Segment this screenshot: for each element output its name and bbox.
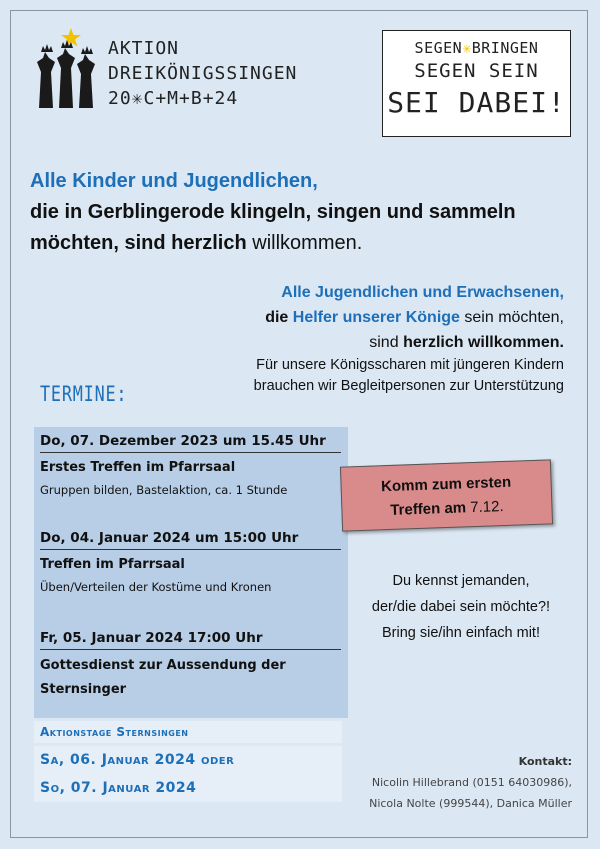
termin-3 (40, 630, 341, 702)
aktionstage-day-2: So, 07. Januar 2024 (40, 780, 197, 796)
adults-line-1: Alle Jugendlichen und Erwachsenen, (281, 284, 564, 301)
termin-title: Treffen im Pfarrsaal (40, 557, 185, 572)
friend-line-2: der/die dabei sein möchte?! (371, 599, 551, 615)
logo-line-year-blessing: 20✳C+M+B+24 (108, 88, 239, 109)
termin-date: Fr, 05. Januar 2024 17:00 Uhr (40, 630, 341, 650)
contact-line-1: Nicolin Hillebrand (0151 64030986), (371, 776, 572, 789)
intro-line-3 (30, 228, 575, 259)
callout-line-1: Komm zum ersten (380, 473, 512, 496)
friend-line-1: Du kennst jemanden, (392, 573, 530, 589)
intro-line-3-normal: willkommen. (252, 232, 363, 254)
adults-text (160, 280, 564, 397)
contact-line-2: Nicola Nolte (999544), Danica Müller (369, 797, 572, 810)
three-kings-logo-icon (35, 28, 105, 110)
termine-heading: TERMINE: (40, 382, 128, 406)
segen-badge (382, 30, 571, 137)
logo-line-aktion: AKTION (108, 38, 180, 59)
termine-panel (34, 427, 348, 718)
contact-block (340, 751, 572, 814)
termin-date: Do, 07. Dezember 2023 um 15.45 Uhr (40, 433, 341, 453)
star-icon: ✳ (462, 39, 472, 57)
friend-line-3: Bring sie/ihn einfach mit! (382, 625, 540, 641)
adults-line-4: Für unsere Königsscharen mit jüngeren Kindern (256, 357, 564, 373)
bring-friend-text (345, 568, 577, 646)
adults-line-5: brauchen wir Begleitpersonen zur Unterstützung (253, 378, 564, 394)
termin-sub: Üben/Verteilen der Kostüme und Kronen (40, 580, 272, 594)
callout-line-2-date: 7.12. (469, 498, 504, 517)
adults-line-2-a: die (265, 309, 289, 326)
adults-line-3-b: herzlich willkommen. (403, 334, 564, 351)
badge-line-2: SEGEN SEIN (414, 60, 539, 82)
adults-line-2 (160, 305, 564, 330)
logo-line-dreikoenigssingen: DREIKÖNIGSSINGEN (108, 63, 298, 84)
adults-line-3 (160, 330, 564, 355)
adults-line-2-b: Helfer unserer Könige (292, 309, 460, 326)
intro-text (30, 166, 575, 259)
badge-line-1 (383, 39, 570, 57)
intro-line-2: die in Gerblingerode klingeln, singen und sammeln (30, 201, 516, 223)
badge-segen: SEGEN (414, 39, 463, 57)
termin-sub: Gruppen bilden, Bastelaktion, ca. 1 Stunde (40, 483, 288, 497)
adults-line-3-a: sind (369, 334, 399, 351)
aktionstage-label: Aktionstage Sternsingen (34, 721, 342, 743)
callout-line-2-bold: Treffen am (389, 499, 467, 519)
aktionstage-days (34, 746, 342, 802)
intro-line-3-bold: möchten, sind herzlich (30, 232, 247, 254)
badge-bringen: BRINGEN (471, 39, 539, 57)
intro-line-1: Alle Kinder und Jugendlichen, (30, 170, 318, 192)
contact-label: Kontakt: (518, 755, 572, 768)
termin-date: Do, 04. Januar 2024 um 15:00 Uhr (40, 530, 341, 550)
termin-title: Gottesdienst zur Aussendung der Sternsinger (40, 658, 286, 697)
termin-1 (40, 433, 341, 499)
adults-line-2-c: sein möchten, (464, 309, 564, 326)
logo-text (108, 36, 297, 111)
termin-title: Erstes Treffen im Pfarrsaal (40, 460, 236, 475)
first-meeting-callout (340, 459, 553, 531)
termin-2 (40, 530, 341, 596)
badge-line-3: SEI DABEI! (387, 86, 566, 119)
aktionstage-day-1: Sa, 06. Januar 2024 oder (40, 752, 235, 768)
